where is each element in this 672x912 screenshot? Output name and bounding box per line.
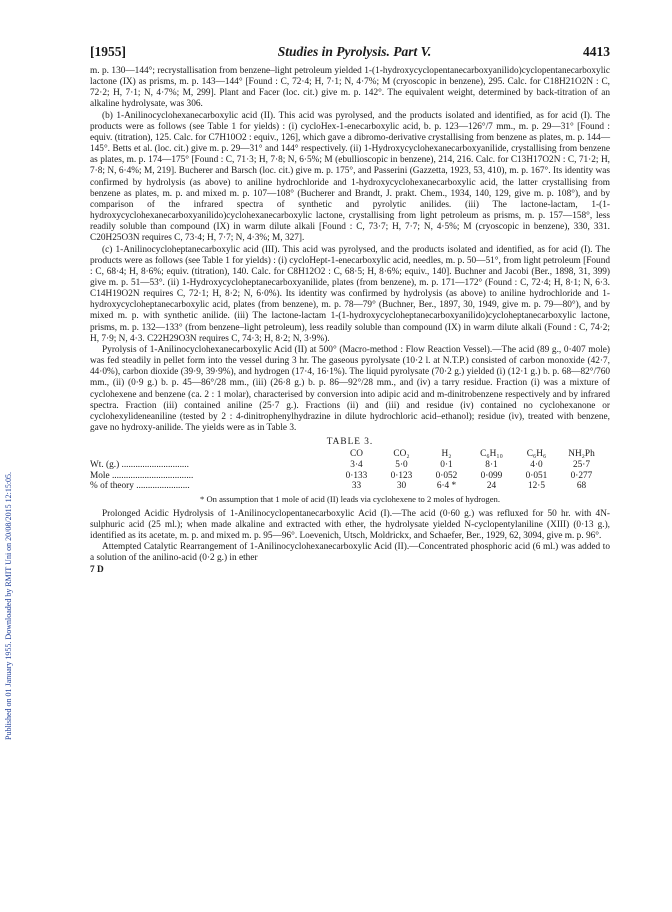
table-corner — [90, 449, 334, 460]
table-cell: 3·4 — [350, 459, 363, 470]
paragraph-5: Prolonged Acidic Hydrolysis of 1-Anilinocyclopentanecarboxylic Acid (I).—The acid (0·60 g.) was refluxed for 50 hr. with 4N-sulphuric acid (25 ml.); when made alkaline and extracted with ether, the hydrolysate yielded N-cyclopentylaniline (XIII) (0·13 g.), identified as its acetate, m. p. and mixed m. p. 95—96°. Loevenich, Utsch, Moldrickx, and Schaefer, Ber., 1929, 62, 3094, give m. p. 96°. — [90, 508, 610, 542]
header-page-number: 4413 — [583, 44, 610, 59]
table-col-header: H₂ — [441, 449, 452, 460]
header-year: [1955] — [90, 44, 126, 59]
download-watermark-text: Published on 01 January 1955. Downloaded by RMIT Uni on 20/08/2015 12:15:05. — [4, 471, 13, 740]
table-row — [90, 460, 604, 471]
table-caption: TABLE 3. — [326, 437, 374, 448]
yields-table — [90, 449, 604, 491]
table-cell: 24 — [486, 481, 497, 492]
table-row — [90, 481, 604, 492]
table-cell: 5·0 — [395, 459, 408, 470]
table-col-header: CO — [350, 449, 363, 460]
table-cell: 12·5 — [527, 481, 546, 492]
table-row-label: Wt. (g.) ............................. — [90, 459, 189, 470]
table-cell: 8·1 — [485, 459, 498, 470]
header-title: Studies in Pyrolysis. Part V. — [277, 44, 432, 59]
table-cell: 0·1 — [440, 459, 453, 470]
table-cell: 0·052 — [435, 470, 458, 481]
table-cell: 0·133 — [345, 470, 368, 481]
table-cell: 68 — [576, 481, 587, 492]
table-cell: 6·4 * — [436, 481, 457, 492]
table-row-label: Mole ................................... — [90, 470, 194, 481]
table-cell: 0·277 — [570, 470, 593, 481]
paragraph-6: Attempted Catalytic Rearrangement of 1-Anilinocyclohexanecarboxylic Acid (II).—Concentrated phosphoric acid (6 ml.) was added to a solution of the anilino-acid (0·2 g.) in ether — [90, 542, 610, 564]
table-col-header: CO₂ — [393, 449, 410, 460]
table-cell: 30 — [396, 481, 407, 492]
body-text — [90, 66, 610, 576]
download-watermark — [4, 180, 18, 740]
table-cell: 0·099 — [480, 470, 503, 481]
table-col-header: C₆H₆ — [526, 449, 547, 460]
table-col-header: C₆H₁₀ — [480, 449, 503, 460]
running-header — [90, 44, 610, 60]
table-row-label: % of theory ....................... — [90, 481, 190, 492]
signature-mark: 7 D — [90, 564, 104, 575]
paragraph-1: m. p. 130—144°; recrystallisation from benzene–light petroleum yielded 1-(1-hydroxycyclopentanecarboxyanilido)cyclopentanecarboxylic lactone (IX) as prisms, m. p. 143—144° [Found : C, 72·4; H, 7·1; N, 4·7%; M (cryoscopic in benzene), 295. Calc. for C18H21O2N : C, 72·2; H, 7·1; N, 4·7%; M, 299]. Plant and Facer (loc. cit.) give m. p. 142°. The equivalent weight, determined by back-titration of an alkaline hydrolysate, was 306. — [90, 66, 610, 110]
paragraph-2: (b) 1-Anilinocyclohexanecarboxylic acid (II). This acid was pyrolysed, and the products isolated and identified, as for acid (I). The products were as follows (see Table 1 for yields) : (i) cycloHex-1-enecarboxylic acid, b. p. 123—126°/7 mm., m. p. 29—31° [Found : equiv. (titration), 125. Calc. for C7H10O2 : equiv., 126], which gave a dibromo-derivative crystallising from benzene as plates, m. p. 144—145°. Betts et al. (loc. cit.) give m. p. 29—31° and 144° respectively. (ii) 1-Hydroxycyclohexanecarboxyanilide, crystallising from benzene as plates, m. p. 174—175° [Found : C, 71·3; H, 7·8; N, 6·5%; M (ebullioscopic in benzene), 214, 216. Calc. for C13H17O2N : C, 71·2; H, 7·8; N, 6·4%; M, 219]. Bucherer and Barsch (loc. cit.) give m. p. 175°, and Passerini (Gazzetta, 1923, 53, 410), m. p. 167°. Its identity was confirmed by hydrolysis (as above) to aniline hydrochloride and 1-hydroxycyclohexanecarboxylic acid, the latter crystallising from benzene as plates, m. p. and mixed m. p. 107—108° (Bucherer and Brandt, J. prakt. Chem., 1934, 140, 129, give m. p. 108°), and by comparison of the infrared spectra of synthetic and pyrolytic anilides. (iii) The lactone-lactam, 1-(1-hydroxycyclohexanecarboxyanilido)cyclohexanecarboxylic lactone, crystallising from light petroleum as prisms, m. p. 157—158°, less readily soluble than compound (IX) in warm dilute alkali [Found : C, 73·7; H, 7·7; N, 4·5%; M (cryoscopic in benzene), 330, 331. C20H25O3N requires C, 73·4; H, 7·7; N, 4·3%; M, 327]. — [90, 110, 610, 244]
paragraph-3: (c) 1-Anilinocycloheptanecarboxylic acid (III). This acid was pyrolysed, and the products isolated and identified, as for acid (I). The products were as follows (see Table 1 for yields) : (i) cycloHept-1-enecarboxylic acid, needles, m. p. 50—51°, from light petroleum [Found : C, 68·4; H, 8·6%; equiv. (titration), 140. Calc. for C8H12O2 : C, 68·5; H, 8·6%; equiv., 140]. Buchner and Jacobi (Ber., 1898, 31, 399) give m. p. 51—53°. (ii) 1-Hydroxycycloheptanecarboxyanilide, plates (from benzene), m. p. 171—172° (Found : C, 72·4; H, 8·1; N, 6·3. C14H19O2N requires C, 72·1; H, 8·2; N, 6·0%). Its identity was confirmed by hydrolysis (as above) to aniline hydrochloride and 1-hydroxycycloheptanecarboxylic acid, plates (from benzene), m. p. 78—79° (Buchner, Ber., 1897, 30, 1949, give m. p. 79—80°), and by mixed m. p. with synthetic anilide. (iii) The lactone-lactam 1-(1-hydroxycycloheptanecarboxyanilido)cycloheptanecarboxylic lactone, prisms, m. p. 132—133° (from benzene–light petroleum), less readily soluble than compound (IX) in warm dilute alkali (Found : C, 74·2; H, 7·9; N, 4·3. C22H29O3N requires C, 74·3; H, 8·2; N, 3·9%). — [90, 244, 610, 344]
table-cell: 25·7 — [572, 459, 591, 470]
table-cell: 33 — [351, 481, 362, 492]
table-cell: 0·123 — [390, 470, 413, 481]
table-col-header: NH₂Ph — [568, 449, 595, 460]
table-row — [90, 471, 604, 482]
table-header-row — [90, 449, 604, 460]
paper-page — [90, 44, 610, 576]
table-footnote: * On assumption that 1 mole of acid (II) leads via cyclohexene to 2 moles of hydrogen. — [200, 493, 500, 504]
table-cell: 4·0 — [530, 459, 543, 470]
paragraph-4: Pyrolysis of 1-Anilinocyclohexanecarboxylic Acid (II) at 500° (Macro-method : Flow Reaction Vessel).—The acid (89 g., 0·407 mole) was fed steadily in pellet form into the vessel during 3 hr. The gaseous pyrolysate (10·2 l. at N.T.P.) consisted of carbon monoxide (42·7, 44·0%), carbon dioxide (39·9, 39·9%), and hydrogen (17·4, 16·1%). The liquid pyrolysate (70·2 g.) yielded (i) (12·1 g.) b. p. 68—82°/760 mm., (ii) (0·9 g.) b. p. 45—86°/28 mm., (iii) (26·8 g.) b. p. 86—92°/28 mm., and (iv) a tarry residue. Fraction (i) was a mixture of cyclohexene and benzene (ca. 2 : 1 molar), characterised by conversion into adipic acid and m-dinitrobenzene respectively and by infrared spectra. Fraction (iii) contained aniline (25·7 g.). Fractions (ii) and (iii) and residue (iv) contained no cyclohexanone or cyclohexylideneaniline (tested by 2 : 4-dinitrophenylhydrazine in dilute hydrochloric acid–ethanol); residue (iv), treated with benzene, gave no hydroxy-anilide. The yields were as in Table 3. — [90, 344, 610, 433]
table-cell: 0·051 — [525, 470, 548, 481]
